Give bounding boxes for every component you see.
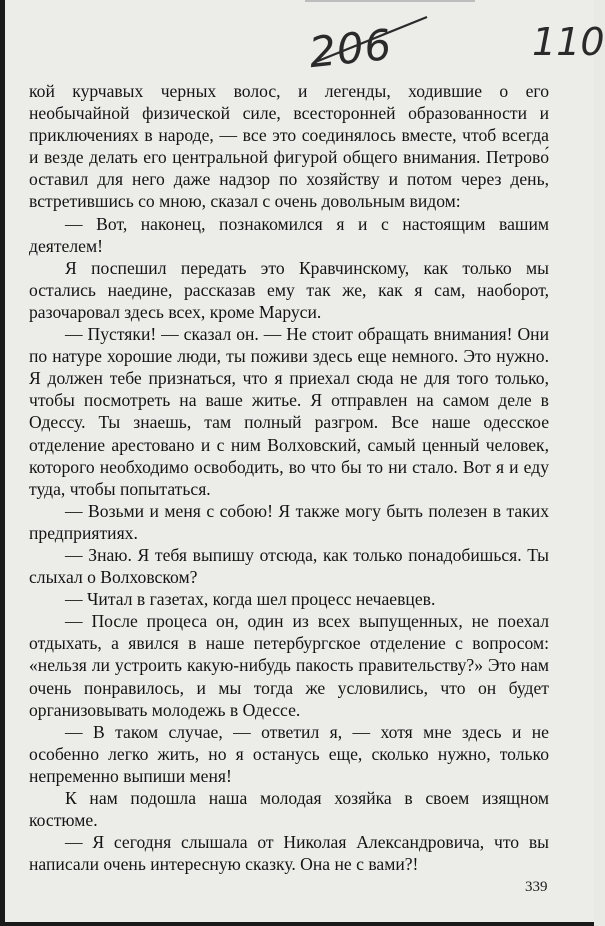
- paragraph: — Читал в газетах, когда шел процесс нечаевцев.: [65, 589, 436, 610]
- handwritten-archive-number: 206: [306, 19, 395, 78]
- strike-through-mark: [305, 11, 435, 71]
- paragraph: — В таком случае, — ответил я, — хотя мне здесь и не особенно легко жить, но я останусь еще, сколько нужно, только непременно выпиши меня!: [29, 721, 549, 786]
- handwritten-sheet-number: 110: [532, 20, 605, 64]
- scan-edge-line: [305, 0, 475, 2]
- paragraph: — Пустяки! — сказал он. — Не стоит обращать внимания! Они по натуре хорошие люди, ты поживи здесь еще немного. Это нужно. Я должен тебе признаться, что я приехал сюда не для того только, чтобы посмотреть на ваше житье. Я отправлен на самом деле в Одессу. Ты знаешь, там полный разгром. Все наше одесское отделение арестовано и с ним Волховский, самый ценный человек, которого необходимо освободить, во что бы то ни стало. Вот я и еду туда, чтобы попытаться.: [29, 324, 549, 499]
- page-number: 339: [525, 879, 548, 895]
- paragraph: кой курчавых черных волос, и легенды, ходившие о его необычайной физической силе, всесторонней образованности и приключениях в народе, — все это соединялось вместе, чтоб всегда и везде делать его центральной фигурой общего внимания. Петрово́ оставил для него даже надзор по хозяйству и потом через день, встретившись со мною, сказал с очень довольным видом:: [29, 81, 549, 212]
- paragraph: К нам подошла наша молодая хозяйка в своем изящном костюме.: [29, 788, 549, 831]
- paragraph: — Вот, наконец, познакомился я и с настоящим вашим деятелем!: [29, 213, 549, 256]
- body-text: [29, 80, 549, 875]
- paragraph: — После процеса он, один из всех выпущенных, не поехал отдыхать, а явился в наше петербургское отделение с вопросом: «нельзя ли устроить какую-нибудь пакость правительству?» Это нам очень понравилось, и мы тогда же условились, что он будет организовывать молодежь в Одессе.: [29, 611, 549, 720]
- paragraph: — Знаю. Я тебя выпишу отсюда, как только понадобишься. Ты слыхал о Волховском?: [29, 544, 549, 588]
- paragraph: — Возьми и меня с собою! Я также могу быть полезен в таких предприятиях.: [29, 500, 549, 543]
- paragraph: Я поспешил передать это Кравчинскому, как только мы остались наедине, рассказав ему так же, как я сам, наоборот, разочаровал здесь всех, кроме Маруси.: [29, 257, 549, 322]
- paragraph: — Я сегодня слышала от Николая Александровича, что вы написали очень интересную сказку. Она не с вами?!: [29, 832, 549, 875]
